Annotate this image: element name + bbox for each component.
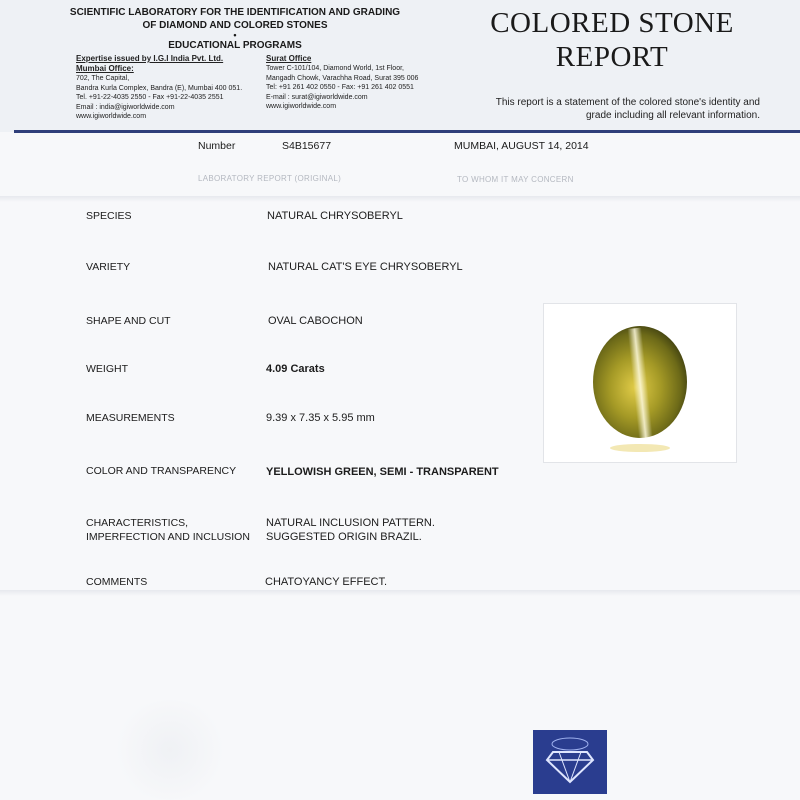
report-title-line2: REPORT bbox=[555, 41, 669, 73]
paper-fold bbox=[0, 196, 800, 202]
report-type: LABORATORY REPORT (ORIGINAL) bbox=[198, 174, 342, 183]
surat-office-heading: Surat Office bbox=[266, 54, 312, 63]
surat-website-line: www.igiworldwide.com bbox=[266, 103, 337, 110]
color-transparency-value: YELLOWISH GREEN, SEMI - TRANSPARENT bbox=[266, 466, 499, 478]
addressee: TO WHOM IT MAY CONCERN bbox=[457, 175, 574, 184]
igi-hologram-logo bbox=[533, 730, 607, 794]
report-title bbox=[462, 6, 762, 74]
header-divider bbox=[14, 130, 800, 133]
mumbai-address-line: 702, The Capital, bbox=[76, 75, 130, 82]
color-transparency-label: COLOR AND TRANSPARENCY bbox=[86, 465, 237, 477]
lab-title-dot: • bbox=[233, 30, 237, 40]
expertise-heading: Expertise issued by I.G.I India Pvt. Ltd. bbox=[76, 54, 224, 63]
mumbai-email-line: Email : india@igiworldwide.com bbox=[76, 103, 175, 111]
characteristics-label-line1: CHARACTERISTICS, bbox=[86, 517, 189, 529]
shape-cut-value: OVAL CABOCHON bbox=[268, 315, 363, 327]
lab-title-line1: SCIENTIFIC LABORATORY FOR THE IDENTIFICATION AND GRADING bbox=[69, 7, 401, 18]
characteristics-value-line2: SUGGESTED ORIGIN BRAZIL. bbox=[266, 531, 422, 543]
lab-title-line2: OF DIAMOND AND COLORED STONES bbox=[142, 20, 328, 31]
weight-label: WEIGHT bbox=[86, 363, 128, 375]
species-value: NATURAL CHRYSOBERYL bbox=[267, 210, 403, 222]
characteristics-value-line1: NATURAL INCLUSION PATTERN. bbox=[266, 517, 435, 529]
mumbai-address-line: Bandra Kurla Complex, Bandra (E), Mumbai 400 051. bbox=[76, 84, 243, 92]
measurements-value: 9.39 x 7.35 x 5.95 mm bbox=[266, 412, 375, 424]
mumbai-phone-line: Tel. +91-22-4035 2550 - Fax +91-22-4035 2551 bbox=[76, 94, 224, 101]
report-number: S4B15677 bbox=[282, 140, 332, 152]
surat-office-block bbox=[266, 54, 456, 112]
variety-label: VARIETY bbox=[86, 261, 131, 273]
paper-fold bbox=[0, 590, 800, 596]
place-and-date: MUMBAI, AUGUST 14, 2014 bbox=[454, 140, 589, 152]
shape-cut-label: SHAPE AND CUT bbox=[86, 315, 171, 327]
stone-photo-frame bbox=[543, 303, 737, 463]
cats-eye-gemstone-photo bbox=[544, 304, 736, 462]
surat-email-line: E-mail : surat@igiworldwide.com bbox=[266, 93, 368, 101]
variety-value: NATURAL CAT'S EYE CHRYSOBERYL bbox=[268, 261, 463, 273]
comments-value: CHATOYANCY EFFECT. bbox=[265, 576, 388, 588]
mumbai-office-heading: Mumbai Office: bbox=[76, 64, 134, 73]
surat-address-line: Mangadh Chowk, Varachha Road, Surat 395 006 bbox=[266, 74, 419, 82]
number-label: Number bbox=[198, 140, 236, 152]
measurements-label: MEASUREMENTS bbox=[86, 412, 175, 424]
characteristics-label-line2: IMPERFECTION AND INCLUSION bbox=[86, 531, 250, 543]
lab-title-line3: EDUCATIONAL PROGRAMS bbox=[168, 40, 302, 51]
species-label: SPECIES bbox=[86, 210, 132, 222]
report-title-line1: COLORED STONE bbox=[490, 7, 734, 39]
mumbai-office-block bbox=[76, 54, 261, 122]
characteristics-value bbox=[266, 516, 435, 544]
embossed-seal bbox=[110, 700, 230, 800]
surat-phone-line: Tel: +91 261 402 0550 - Fax: +91 261 402 0551 bbox=[266, 84, 414, 91]
weight-value: 4.09 Carats bbox=[266, 363, 325, 375]
laboratory-title bbox=[50, 6, 420, 52]
characteristics-label bbox=[86, 516, 250, 544]
mumbai-website-line: www.igiworldwide.com bbox=[76, 113, 147, 120]
surat-address-line: Tower C-101/104, Diamond World, 1st Floor, bbox=[266, 65, 404, 72]
comments-label: COMMENTS bbox=[86, 576, 148, 588]
report-description: This report is a statement of the colored stone's identity and grade including all relevant information. bbox=[495, 97, 760, 121]
